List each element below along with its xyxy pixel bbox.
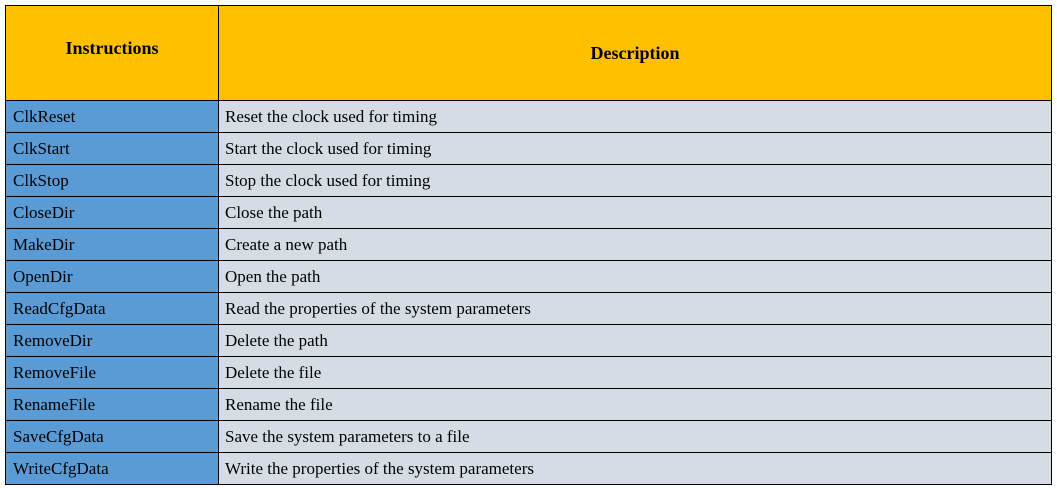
table-row	[6, 357, 1052, 389]
instruction-cell: RemoveFile	[6, 357, 219, 389]
instructions-table	[5, 5, 1052, 485]
instruction-cell: OpenDir	[6, 261, 219, 293]
table-body	[6, 101, 1052, 485]
table-row	[6, 165, 1052, 197]
instruction-cell: RemoveDir	[6, 325, 219, 357]
table-row	[6, 197, 1052, 229]
description-cell: Stop the clock used for timing	[219, 165, 1052, 197]
instruction-cell: ClkReset	[6, 101, 219, 133]
table-row	[6, 389, 1052, 421]
table-row	[6, 133, 1052, 165]
description-cell: Start the clock used for timing	[219, 133, 1052, 165]
instruction-cell: CloseDir	[6, 197, 219, 229]
description-cell: Close the path	[219, 197, 1052, 229]
description-cell: Create a new path	[219, 229, 1052, 261]
instruction-cell: ClkStart	[6, 133, 219, 165]
instructions-table-container	[5, 5, 1052, 485]
table-header-row	[6, 6, 1052, 101]
table-row	[6, 453, 1052, 485]
table-row	[6, 101, 1052, 133]
instruction-cell: MakeDir	[6, 229, 219, 261]
description-cell: Delete the path	[219, 325, 1052, 357]
instruction-cell: ClkStop	[6, 165, 219, 197]
table-row	[6, 229, 1052, 261]
description-cell: Save the system parameters to a file	[219, 421, 1052, 453]
header-instructions-label: Instructions	[65, 37, 159, 58]
header-description	[219, 6, 1052, 101]
description-cell: Delete the file	[219, 357, 1052, 389]
header-description-label: Description	[590, 42, 680, 63]
instruction-cell: ReadCfgData	[6, 293, 219, 325]
description-cell: Reset the clock used for timing	[219, 101, 1052, 133]
instruction-cell: SaveCfgData	[6, 421, 219, 453]
description-cell: Read the properties of the system parameters	[219, 293, 1052, 325]
table-row	[6, 421, 1052, 453]
table-row	[6, 261, 1052, 293]
description-cell: Rename the file	[219, 389, 1052, 421]
table-row	[6, 293, 1052, 325]
instruction-cell: WriteCfgData	[6, 453, 219, 485]
header-instructions	[6, 6, 219, 101]
description-cell: Open the path	[219, 261, 1052, 293]
description-cell: Write the properties of the system parameters	[219, 453, 1052, 485]
table-row	[6, 325, 1052, 357]
instruction-cell: RenameFile	[6, 389, 219, 421]
